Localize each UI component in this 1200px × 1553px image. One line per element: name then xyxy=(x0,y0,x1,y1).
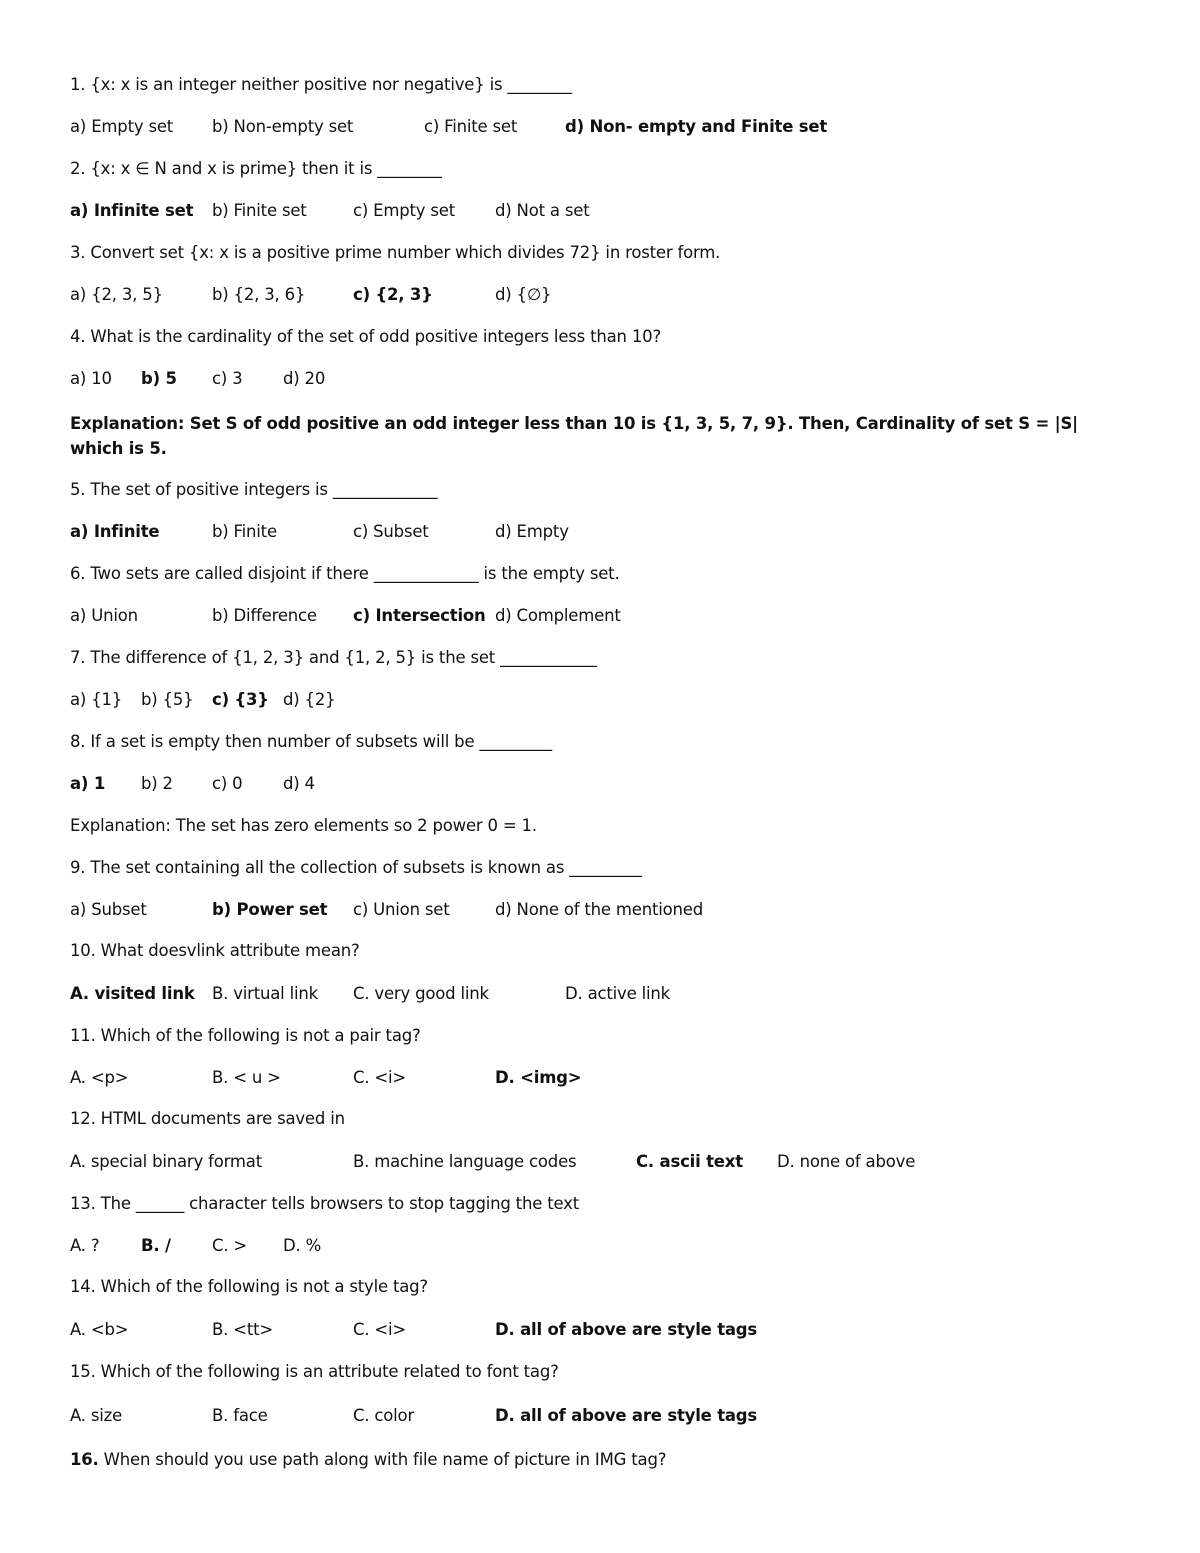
option-d-correct: D. <img> xyxy=(495,1068,582,1087)
question-8: 8. If a set is empty then number of subsets will be _________ xyxy=(70,732,552,751)
option-d-correct: D. all of above are style tags xyxy=(495,1320,758,1339)
option-a: a) Empty set xyxy=(70,117,174,136)
question-12: 12. HTML documents are saved in xyxy=(70,1109,345,1128)
question-16-number: 16. xyxy=(70,1450,99,1469)
explanation-8: Explanation: The set has zero elements so 2 power 0 = 1. xyxy=(70,816,537,835)
option-b: B. <tt> xyxy=(212,1320,273,1339)
option-d-correct: d) Non- empty and Finite set xyxy=(565,117,828,136)
options-4 xyxy=(70,368,326,390)
option-d: d) 20 xyxy=(283,369,326,388)
option-a: A. size xyxy=(70,1406,123,1425)
options-2 xyxy=(70,200,590,222)
question-11: 11. Which of the following is not a pair tag? xyxy=(70,1026,421,1045)
option-b-correct: b) Power set xyxy=(212,900,328,919)
option-a: a) 10 xyxy=(70,369,112,388)
question-14: 14. Which of the following is not a style tag? xyxy=(70,1277,428,1296)
option-d: d) 4 xyxy=(283,774,315,793)
option-c: c) 3 xyxy=(212,369,243,388)
options-14 xyxy=(70,1319,758,1341)
option-a: A. <p> xyxy=(70,1068,129,1087)
question-13: 13. The ______ character tells browsers to stop tagging the text xyxy=(70,1194,579,1213)
option-b: b) {5} xyxy=(141,690,194,709)
option-a-correct: a) Infinite xyxy=(70,522,160,541)
option-b: B. < u > xyxy=(212,1068,281,1087)
option-d: d) Not a set xyxy=(495,201,590,220)
option-b: b) Difference xyxy=(212,606,317,625)
option-c: C. <i> xyxy=(353,1068,407,1087)
option-c: c) 0 xyxy=(212,774,243,793)
option-c-correct: c) {3} xyxy=(212,690,269,709)
question-15: 15. Which of the following is an attribute related to font tag? xyxy=(70,1362,559,1381)
option-c: c) Union set xyxy=(353,900,450,919)
options-12 xyxy=(70,1151,916,1173)
option-d: d) Empty xyxy=(495,522,569,541)
option-c: c) Finite set xyxy=(424,117,518,136)
options-6 xyxy=(70,605,621,627)
question-16-text: When should you use path along with file name of picture in IMG tag? xyxy=(98,1450,667,1469)
question-6: 6. Two sets are called disjoint if there _____________ is the empty set. xyxy=(70,564,620,583)
options-3 xyxy=(70,284,552,306)
option-b: b) Non-empty set xyxy=(212,117,354,136)
option-d: d) None of the mentioned xyxy=(495,900,704,919)
option-d: D. active link xyxy=(565,984,670,1003)
option-a: A. ? xyxy=(70,1236,100,1255)
options-8 xyxy=(70,773,315,795)
option-d: D. none of above xyxy=(777,1152,916,1171)
option-c-correct: c) Intersection xyxy=(353,606,486,625)
option-a-correct: a) 1 xyxy=(70,774,106,793)
option-c-correct: C. ascii text xyxy=(636,1152,743,1171)
question-5: 5. The set of positive integers is _____________ xyxy=(70,480,438,499)
option-b: b) Finite xyxy=(212,522,277,541)
option-d: d) {∅} xyxy=(495,285,552,304)
option-d-correct: D. all of above are style tags xyxy=(495,1406,758,1425)
option-c: C. <i> xyxy=(353,1320,407,1339)
question-10: 10. What doesvlink attribute mean? xyxy=(70,941,360,960)
option-c: c) Subset xyxy=(353,522,429,541)
option-b: b) 2 xyxy=(141,774,173,793)
question-9: 9. The set containing all the collection of subsets is known as _________ xyxy=(70,858,642,877)
option-d: D. % xyxy=(283,1236,322,1255)
option-d: d) {2} xyxy=(283,690,336,709)
option-b: b) {2, 3, 6} xyxy=(212,285,306,304)
option-d: d) Complement xyxy=(495,606,621,625)
option-c: C. color xyxy=(353,1406,415,1425)
option-b: B. machine language codes xyxy=(353,1152,577,1171)
option-a: a) {2, 3, 5} xyxy=(70,285,163,304)
question-7: 7. The difference of {1, 2, 3} and {1, 2, 5} is the set ____________ xyxy=(70,648,597,667)
option-c: c) Empty set xyxy=(353,201,456,220)
options-10 xyxy=(70,983,670,1005)
question-16 xyxy=(70,1449,666,1471)
question-1: 1. {x: x is an integer neither positive nor negative} is ________ xyxy=(70,75,572,94)
option-a: a) {1} xyxy=(70,690,123,709)
options-11 xyxy=(70,1067,582,1089)
option-c: C. > xyxy=(212,1236,248,1255)
option-b-correct: B. / xyxy=(141,1236,171,1255)
explanation-4: Explanation: Set S of odd positive an odd integer less than 10 is {1, 3, 5, 7, 9}. Then, Cardinality of set S = |S| which is 5. xyxy=(70,414,1079,458)
option-b: B. virtual link xyxy=(212,984,318,1003)
question-2: 2. {x: x ∈ N and x is prime} then it is ________ xyxy=(70,159,442,178)
option-c-correct: c) {2, 3} xyxy=(353,285,433,304)
option-c: C. very good link xyxy=(353,984,489,1003)
options-13 xyxy=(70,1235,322,1257)
options-9 xyxy=(70,899,704,921)
options-7 xyxy=(70,689,336,711)
options-1 xyxy=(70,116,828,138)
option-b-correct: b) 5 xyxy=(141,369,177,388)
option-b: b) Finite set xyxy=(212,201,307,220)
option-a-correct: A. visited link xyxy=(70,984,195,1003)
option-b: B. face xyxy=(212,1406,268,1425)
options-5 xyxy=(70,521,569,543)
option-a: A. <b> xyxy=(70,1320,129,1339)
option-a: a) Union xyxy=(70,606,138,625)
options-15 xyxy=(70,1405,758,1427)
question-3: 3. Convert set {x: x is a positive prime number which divides 72} in roster form. xyxy=(70,243,721,262)
option-a: a) Subset xyxy=(70,900,147,919)
option-a-correct: a) Infinite set xyxy=(70,201,194,220)
option-a: A. special binary format xyxy=(70,1152,262,1171)
question-4: 4. What is the cardinality of the set of odd positive integers less than 10? xyxy=(70,327,661,346)
